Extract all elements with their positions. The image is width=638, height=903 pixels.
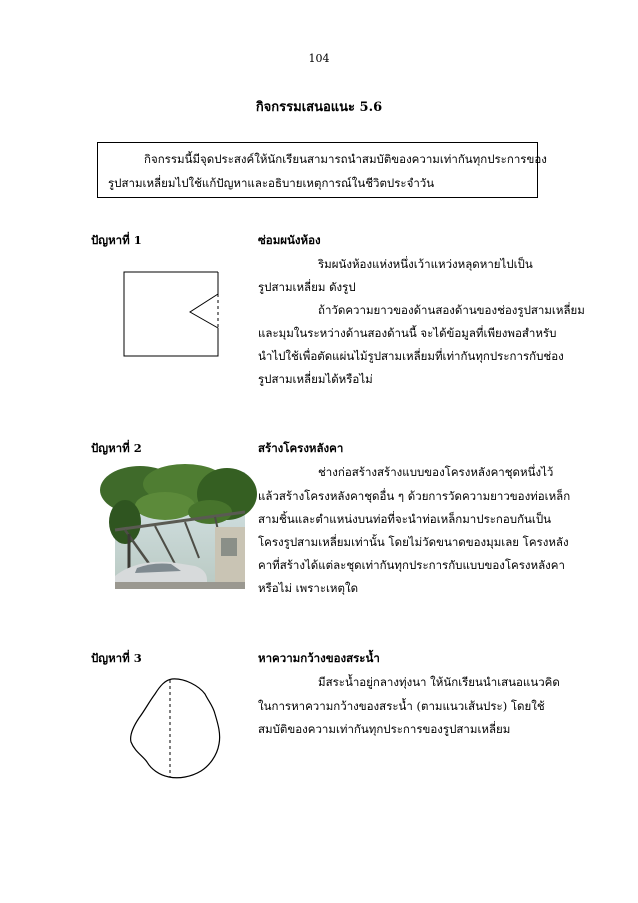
pond-figure: [125, 672, 225, 784]
problem-1-line: ถ้าวัดความยาวของด้านสองด้านของช่องรูปสามเหลี่ยม: [318, 303, 585, 317]
problem-1-heading: ซ่อมผนังห้อง: [258, 233, 321, 247]
problem-1-line: นำไปใช้เพื่อตัดแผ่นไม้รูปสามเหลี่ยมที่เท่ากันทุกประการกับช่อง: [258, 349, 564, 363]
problem-2-line: ช่างก่อสร้างสร้างแบบของโครงหลังคาชุดหนึ่งไว้: [318, 465, 554, 479]
activity-title: กิจกรรมเสนอแนะ 5.6: [255, 100, 383, 115]
problem-1-line: และมุมในระหว่างด้านสองด้านนี้ จะได้ข้อมูลที่เพียงพอสำหรับ: [258, 326, 557, 340]
problem-3-line: มีสระน้ำอยู่กลางทุ่งนา ให้นักเรียนนำเสนอแนวคิด: [318, 675, 560, 689]
problem-1-line: รูปสามเหลี่ยม ดังรูป: [258, 280, 356, 294]
problem-2-line: สามชิ้นและตำแหน่งบนท่อที่จะนำท่อเหล็กมาประกอบกันเป็น: [258, 512, 552, 526]
problem-2-line: คาที่สร้างได้แต่ละชุดเท่ากันทุกประการกับแบบของโครงหลังคา: [258, 558, 565, 572]
roof-frame-photo: [115, 472, 245, 589]
intro-line-1: กิจกรรมนี้มีจุดประสงค์ให้นักเรียนสามารถนำสมบัติของความเท่ากันทุกประการของ: [144, 152, 547, 166]
problem-1-line: รูปสามเหลี่ยมได้หรือไม่: [258, 372, 373, 386]
problem-2-label: ปัญหาที่ 2: [91, 441, 142, 455]
problem-3-line: ในการหาความกว้างของสระน้ำ (ตามแนวเส้นประ) โดยใช้: [258, 699, 545, 713]
problem-2-line: แล้วสร้างโครงหลังคาชุดอื่น ๆ ด้วยการวัดความยาวของท่อเหล็ก: [258, 489, 571, 503]
problem-3-heading: หาความกว้างของสระน้ำ: [258, 651, 380, 665]
intro-line-2: รูปสามเหลี่ยมไปใช้แก้ปัญหาและอธิบายเหตุการณ์ในชีวิตประจำวัน: [108, 176, 435, 190]
problem-1-label: ปัญหาที่ 1: [91, 233, 142, 247]
page-number: 104: [308, 52, 330, 65]
wall-gap-figure: [120, 268, 225, 360]
problem-2-heading: สร้างโครงหลังคา: [258, 441, 344, 455]
problem-1-line: ริมผนังห้องแห่งหนึ่งเว้าแหว่งหลุดหายไปเป็น: [318, 257, 533, 271]
problem-3-line: สมบัติของความเท่ากันทุกประการของรูปสามเหลี่ยม: [258, 722, 511, 736]
problem-3-label: ปัญหาที่ 3: [91, 651, 142, 665]
problem-2-line: โครงรูปสามเหลี่ยมเท่านั้น โดยไม่วัดขนาดของมุมเลย โครงหลัง: [258, 535, 569, 549]
problem-2-line: หรือไม่ เพราะเหตุใด: [258, 581, 359, 595]
